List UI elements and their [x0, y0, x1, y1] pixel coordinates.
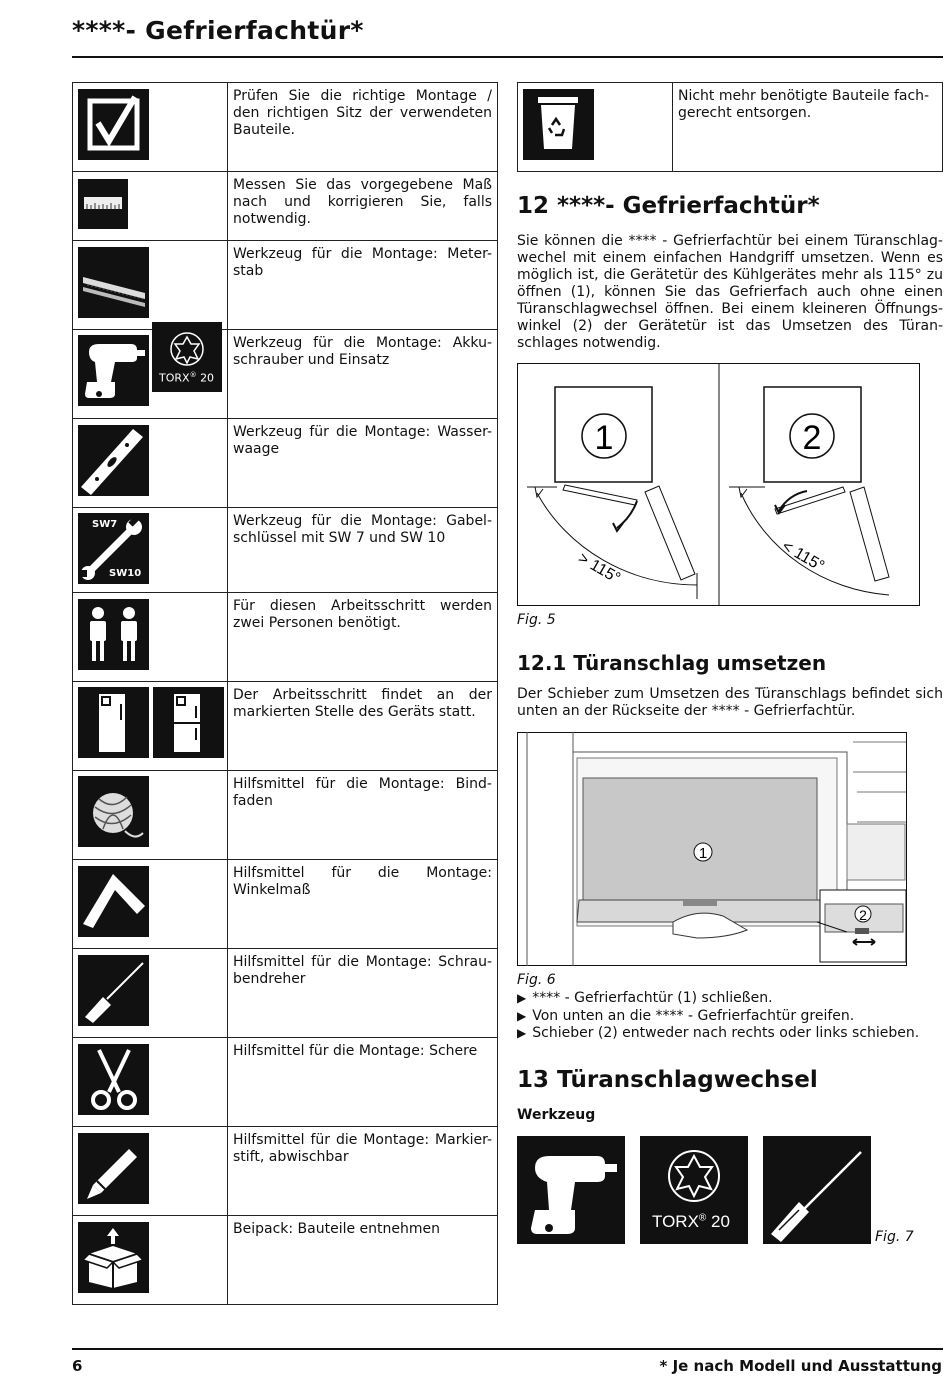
- section-12-1-body: Der Schieber zum Umsetzen des Türanschlags befindet sich unten an der Rückseite der **** - Gefrierfachtür.: [517, 686, 943, 719]
- symbol-text: Hilfsmittel für die Montage: Winkelmaß: [228, 860, 498, 949]
- table-row: [73, 330, 498, 419]
- angle-label-2: < 115°: [779, 537, 828, 576]
- section-13-subtitle: Werkzeug: [517, 1107, 596, 1123]
- page-number: 6: [72, 1357, 83, 1375]
- section-12-title: 12 ****- Gefrierfachtür*: [517, 193, 820, 219]
- step-item: ▶ **** - Gefrierfachtür (1) schließen.: [517, 990, 919, 1008]
- number-1: 1: [594, 419, 614, 457]
- torx-bit-icon: [640, 1136, 748, 1244]
- table-row: [73, 83, 498, 172]
- table-row: [73, 593, 498, 682]
- symbol-text: Werkzeug für die Montage: Wasser-waage: [228, 419, 498, 508]
- table-row: [73, 508, 498, 593]
- table-row: [73, 771, 498, 860]
- table-row: [73, 1038, 498, 1127]
- number-2: 2: [859, 907, 867, 923]
- symbol-text: Hilfsmittel für die Montage: Bind-faden: [228, 771, 498, 860]
- string-ball-icon: [73, 771, 227, 855]
- symbol-text: Hilfsmittel für die Montage: Schrau-bendreher: [228, 949, 498, 1038]
- section-12-body: Sie können die **** - Gefrierfachtür bei einem Türanschlag-wechel mit einem einfachen Handgriff umsetzen. Wenn es möglich ist, die Gerätetür des Kühlgerätes mehr als 115° zu öffnen (1), können Sie das Gefrierfach auch ohne einen Türanschlagwechsel öffnen. Bei einem kleineren Öffnungs-winkel (2) der Gerätetür ist das Umsetzen des Türan-schlages notwendig.: [517, 233, 943, 351]
- fig7-caption: Fig. 7: [875, 1229, 914, 1245]
- torx-bit-icon: [152, 322, 222, 392]
- number-2: 2: [802, 419, 822, 457]
- torx-text: TORX: [159, 371, 190, 385]
- marker-pen-icon: [73, 1127, 227, 1211]
- screwdriver-icon: [73, 949, 227, 1033]
- table-row: [73, 860, 498, 949]
- symbol-text: Hilfsmittel für die Montage: Schere: [228, 1038, 498, 1127]
- set-square-icon: [73, 860, 227, 944]
- torx-size: 20: [711, 1212, 730, 1231]
- symbol-text: Werkzeug für die Montage: Meter-stab: [228, 241, 498, 330]
- table-row: [73, 1127, 498, 1216]
- torx-label: [159, 371, 214, 385]
- sw7-label: SW7: [92, 519, 118, 530]
- fig5-caption: Fig. 5: [517, 612, 556, 628]
- figure-5: [517, 363, 920, 606]
- box-unpack-icon: [73, 1216, 227, 1300]
- symbol-text: Messen Sie das vorgegebene Maß nach und korrigieren Sie, falls notwendig.: [228, 172, 498, 241]
- torx-label: [652, 1212, 730, 1232]
- ruler-measure-icon: [73, 172, 227, 236]
- symbol-text: Werkzeug für die Montage: Akku-schrauber und Einsatz: [228, 330, 498, 419]
- symbol-text: Prüfen Sie die richtige Montage / den richtigen Sitz der verwendeten Bauteile.: [228, 83, 498, 172]
- section-12-1-title: 12.1 Türanschlag umsetzen: [517, 651, 827, 675]
- screwdriver-icon: [763, 1136, 871, 1244]
- torx-reg: ®: [698, 1212, 707, 1224]
- symbol-text: Der Arbeitsschritt findet an der markierten Stelle des Geräts statt.: [228, 682, 498, 771]
- symbol-table: [72, 82, 498, 1305]
- table-row: [73, 949, 498, 1038]
- spirit-level-icon: [73, 419, 227, 503]
- appliance-location-icon: [73, 682, 227, 766]
- figure-6: [517, 732, 907, 966]
- step-list: [517, 990, 919, 1043]
- symbol-text: Für diesen Arbeitsschritt werden zwei Personen benötigt.: [228, 593, 498, 682]
- table-row: [518, 83, 943, 172]
- section-13-title: 13 Türanschlagwechsel: [517, 1067, 818, 1093]
- fig6-caption: Fig. 6: [517, 972, 556, 988]
- checkbox-icon: [73, 83, 227, 167]
- two-persons-icon: [73, 593, 227, 677]
- table-row: [73, 682, 498, 771]
- torx-reg: ®: [189, 371, 197, 379]
- header-rule: [72, 56, 943, 58]
- torx-size: 20: [200, 371, 215, 385]
- torx-text: TORX: [652, 1212, 699, 1231]
- wrench-icon: [73, 508, 227, 592]
- table-row: [73, 241, 498, 330]
- table-row: [73, 1216, 498, 1305]
- table-row: [73, 419, 498, 508]
- table-row: [73, 172, 498, 241]
- page-title: ****- Gefrierfachtür*: [72, 16, 364, 45]
- step-item: ▶ Schieber (2) entweder nach rechts oder links schieben.: [517, 1025, 919, 1043]
- footer-rule: [72, 1348, 943, 1350]
- angle-label-1: > 115°: [575, 549, 624, 588]
- recycle-table: [517, 82, 943, 172]
- recycle-text: Nicht mehr benötigte Bauteile fach-gerecht entsorgen.: [673, 83, 943, 172]
- recycle-bin-icon: [518, 83, 672, 167]
- scissors-icon: [73, 1038, 227, 1122]
- step-item: ▶ Von unten an die **** - Gefrierfachtür greifen.: [517, 1008, 919, 1026]
- cordless-screwdriver-icon: [517, 1136, 625, 1244]
- number-1: 1: [698, 845, 708, 862]
- footnote: * Je nach Modell und Ausstattung: [659, 1357, 942, 1375]
- sw10-label: SW10: [109, 568, 142, 579]
- symbol-text: Hilfsmittel für die Montage: Markier-stift, abwischbar: [228, 1127, 498, 1216]
- symbol-text: Beipack: Bauteile entnehmen: [228, 1216, 498, 1305]
- folding-rule-icon: [73, 241, 227, 325]
- symbol-text: Werkzeug für die Montage: Gabel-schlüssel mit SW 7 und SW 10: [228, 508, 498, 593]
